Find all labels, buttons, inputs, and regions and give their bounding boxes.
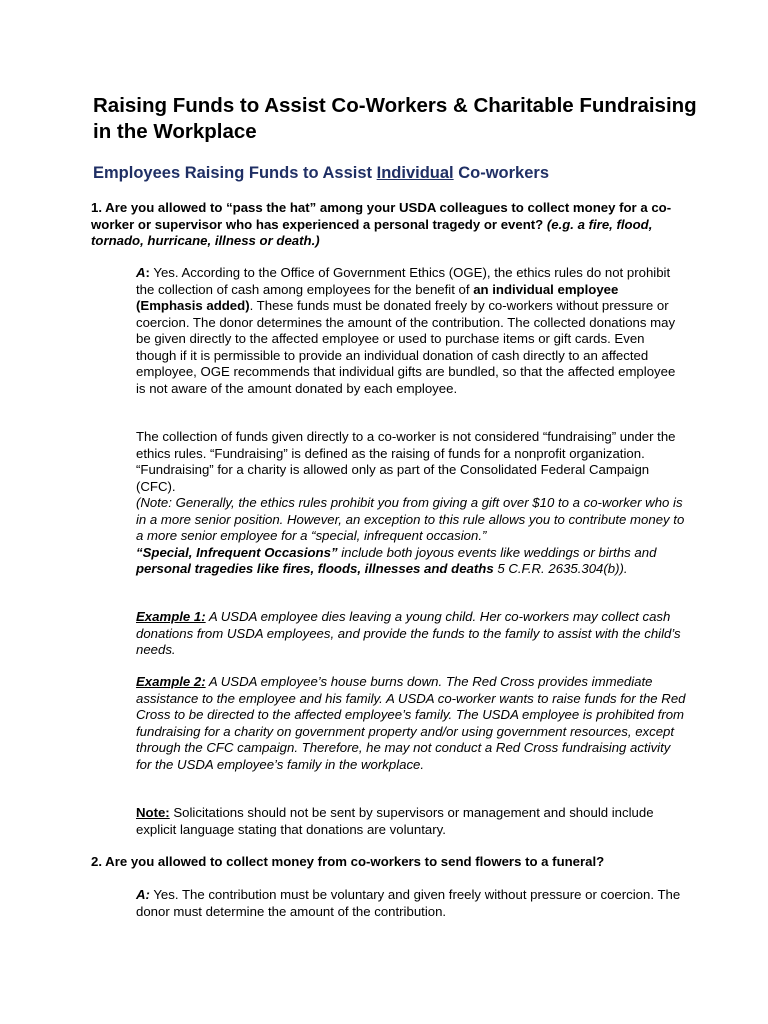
section-heading-post: Co-workers	[453, 164, 549, 182]
answer-1-colon: :	[145, 265, 150, 280]
special-occasions-text: include both joyous events like weddings or births and	[337, 544, 657, 560]
answer-1-label: A	[136, 265, 146, 280]
example-2-label: Example 2:	[136, 674, 206, 689]
example-2-text: A USDA employee’s house burns down. The Red Cross provides immediate assistance to the employee and his family. A USDA co-worker wants to raise funds for the Red Cross to be directed to the affected employee’s family. The USDA employee is prohibited from fundraising for a charity on government property and/or using government resources, except through the CFC campaign. Therefore, he may not conduct a Red Cross fundraising activity for the USDA employee’s family in the workplace.	[136, 674, 686, 772]
answer-1-emphasis: an individual employee (Emphasis added)	[136, 281, 619, 313]
example-2	[136, 674, 686, 773]
note-label: Note:	[136, 805, 170, 820]
special-occasions-term: “Special, Infrequent Occasions”	[136, 544, 338, 560]
personal-tragedies-term: personal tragedies like fires, floods, illnesses and deaths	[136, 561, 494, 576]
regulation-citation: 5 C.F.R. 2635.304(b)).	[493, 561, 628, 576]
answer-2	[136, 887, 686, 920]
question-1	[91, 200, 691, 250]
answer-1	[136, 265, 686, 397]
example-1	[136, 609, 686, 659]
section-heading-pre: Employees Raising Funds to Assist	[93, 164, 377, 182]
question-2: 2. Are you allowed to collect money from co-workers to send flowers to a funeral?	[91, 854, 605, 869]
section-heading	[93, 162, 549, 184]
fundraising-definition-text: The collection of funds given directly to a co-worker is not considered “fundraising” under the ethics rules. “Fundraising” is defined as the raising of funds for a nonprofit organization. “Fundraising” for a charity is allowed only as part of the Consolidated Federal Campaign (CFC).	[136, 429, 676, 494]
answer-1-text-1: Yes. According to the Office of Government Ethics (OGE), the ethics rules do not prohibit the collection of cash among employees for the benefit of	[136, 265, 671, 297]
note-text: Solicitations should not be sent by supervisors or management and should include explicit language stating that donations are voluntary.	[136, 805, 654, 837]
example-1-text: A USDA employee dies leaving a young child. Her co-workers may collect cash donations from USDA employees, and provide the funds to the family to assist with the child’s needs.	[136, 609, 681, 657]
answer-2-label: A:	[136, 887, 150, 902]
answer-2-text: Yes. The contribution must be voluntary and given freely without pressure or coercion. The donor must determine the amount of the contribution.	[136, 887, 681, 919]
answer-1-text-2: . These funds must be donated freely by co-workers without pressure or coercion. The donor determines the amount of the contribution. The collected donations may be given directly to the affected employee or used to purchase items or gift cards. Even though if it is permissible to provide an individual donation of cash directly to an affected employee, OGE recommends that individual gifts are bundled, so that the affected employee is not aware of the amount donated by each employee.	[136, 298, 676, 396]
fundraising-definition	[136, 429, 686, 578]
question-1-examples: (e.g. a fire, flood, tornado, hurricane, illness or death.)	[91, 216, 653, 248]
example-1-label: Example 1:	[136, 609, 206, 624]
section-heading-underlined: Individual	[376, 164, 454, 182]
solicitation-note	[136, 805, 686, 838]
gift-rule-note: (Note: Generally, the ethics rules prohibit you from giving a gift over $10 to a co-worker who is in a more senior position. However, an exception to this rule allows you to contribute money to a more senior employee for a “special, infrequent occasion.”	[136, 495, 685, 543]
question-1-text: 1. Are you allowed to “pass the hat” among your USDA colleagues to collect money for a co-worker or supervisor who has experienced a personal tragedy or event?	[91, 200, 672, 232]
document-title: Raising Funds to Assist Co-Workers & Charitable Fundraising in the Workplace	[93, 94, 697, 143]
